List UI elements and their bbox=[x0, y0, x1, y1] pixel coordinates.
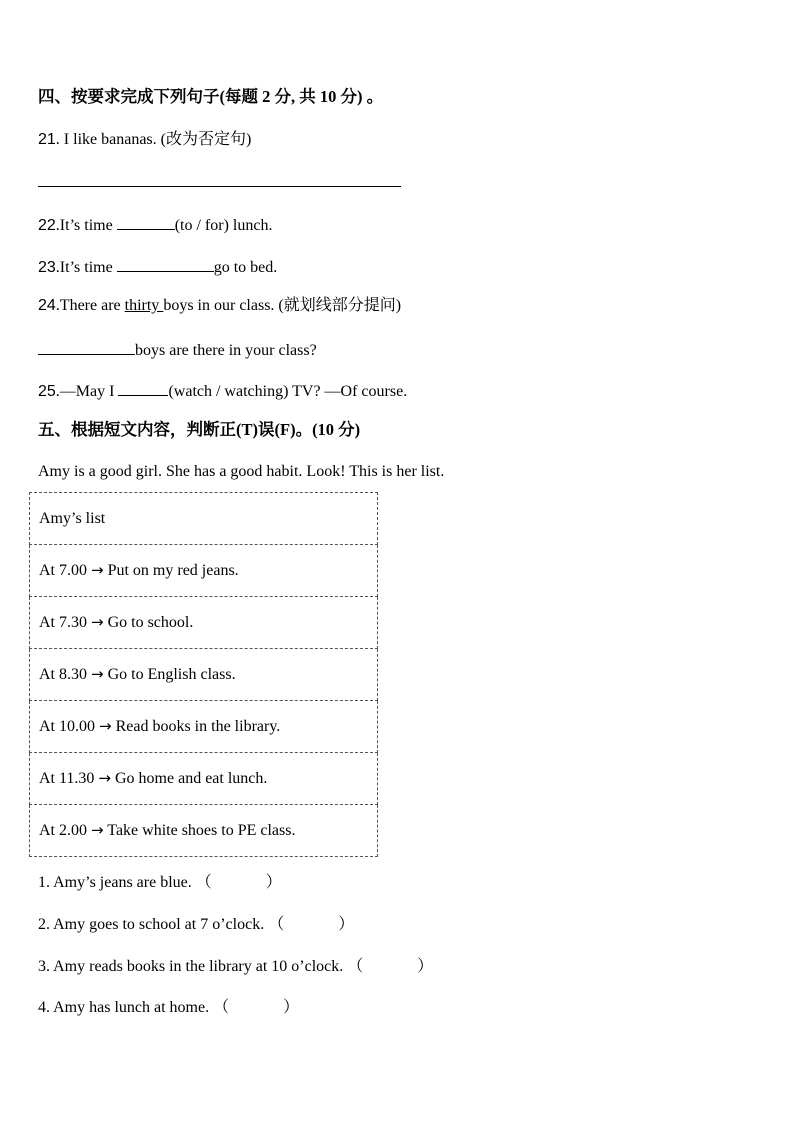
question-number: 23 bbox=[38, 259, 56, 276]
arrow-right-icon: → bbox=[99, 717, 112, 735]
list-item-task: Read books in the library. bbox=[111, 718, 281, 735]
answer-paren-open: （ bbox=[213, 999, 230, 1016]
arrow-right-icon: → bbox=[91, 821, 104, 839]
list-item bbox=[30, 805, 378, 857]
question-21 bbox=[38, 130, 251, 150]
list-item-task: Go to English class. bbox=[103, 666, 236, 683]
list-item bbox=[30, 545, 378, 597]
list-item-time: At 8.30 bbox=[39, 666, 91, 683]
answer-paren-open: （ bbox=[347, 958, 364, 975]
question-text-after: (watch / watching) TV? —Of course. bbox=[168, 383, 408, 400]
answer-blank-22[interactable] bbox=[117, 213, 175, 230]
passage-intro: Amy is a good girl. She has a good habit. Look! This is her list. bbox=[38, 463, 445, 480]
answer-paren-close: ） bbox=[265, 874, 282, 891]
answer-paren-close: ） bbox=[338, 916, 355, 933]
table-row bbox=[30, 493, 378, 545]
arrow-right-icon: → bbox=[91, 613, 104, 631]
answer-blank-24[interactable] bbox=[38, 338, 135, 355]
question-number: 24 bbox=[38, 297, 56, 314]
question-text-after: (to / for) lunch. bbox=[174, 217, 273, 234]
question-text-after: boys are there in your class? bbox=[135, 342, 317, 359]
table-row bbox=[30, 701, 378, 753]
statement-2 bbox=[38, 915, 354, 935]
list-item bbox=[30, 753, 378, 805]
amy-list-table bbox=[29, 492, 378, 857]
statement-text: 2. Amy goes to school at 7 o’clock. bbox=[38, 916, 269, 933]
list-item-task: Go home and eat lunch. bbox=[110, 770, 268, 787]
answer-paren-close: ） bbox=[417, 958, 434, 975]
table-row bbox=[30, 597, 378, 649]
question-text-after: go to bed. bbox=[213, 259, 278, 276]
answer-paren-close: ） bbox=[283, 999, 300, 1016]
question-number: 22 bbox=[38, 217, 56, 234]
list-title: Amy’s list bbox=[30, 493, 378, 545]
section4-heading: 四、按要求完成下列句子(每题 2 分, 共 10 分) 。 bbox=[38, 87, 384, 106]
question-number: 21 bbox=[38, 131, 56, 148]
list-item bbox=[30, 597, 378, 649]
list-item-time: At 10.00 bbox=[39, 718, 99, 735]
answer-paren-open: （ bbox=[195, 874, 212, 891]
list-item bbox=[30, 649, 378, 701]
list-item-time: At 7.00 bbox=[39, 562, 91, 579]
question-22 bbox=[38, 213, 272, 236]
answer-line-21[interactable] bbox=[38, 186, 401, 187]
statement-3 bbox=[38, 957, 433, 977]
statement-1 bbox=[38, 873, 282, 893]
question-24-answer bbox=[38, 338, 317, 361]
answer-blank-25[interactable] bbox=[118, 379, 168, 396]
statement-4 bbox=[38, 998, 299, 1018]
table-row bbox=[30, 649, 378, 701]
arrow-right-icon: → bbox=[98, 769, 111, 787]
question-25 bbox=[38, 379, 407, 402]
list-item-time: At 11.30 bbox=[39, 770, 99, 787]
list-item-task: Take white shoes to PE class. bbox=[103, 822, 296, 839]
question-24 bbox=[38, 296, 401, 316]
arrow-right-icon: → bbox=[91, 665, 104, 683]
table-row bbox=[30, 753, 378, 805]
list-item-time: At 2.00 bbox=[39, 822, 91, 839]
underlined-word: thirty bbox=[124, 297, 164, 314]
question-text: . I like bananas. (改为否定句) bbox=[55, 131, 252, 148]
list-item-task: Put on my red jeans. bbox=[103, 562, 239, 579]
statement-text: 4. Amy has lunch at home. bbox=[38, 999, 214, 1016]
arrow-right-icon: → bbox=[91, 561, 104, 579]
question-text-before: .It’s time bbox=[55, 217, 117, 234]
question-text-after: boys in our class. (就划线部分提问) bbox=[163, 297, 402, 314]
section5-heading: 五、根据短文内容，判断正(T)误(F)。(10 分) bbox=[38, 420, 361, 439]
question-text-before: .There are bbox=[55, 297, 125, 314]
question-text-before: .—May I bbox=[55, 383, 119, 400]
question-text-before: .It’s time bbox=[55, 259, 117, 276]
table-row bbox=[30, 805, 378, 857]
answer-blank-23[interactable] bbox=[117, 255, 214, 272]
question-number: 25 bbox=[38, 383, 56, 400]
statement-text: 3. Amy reads books in the library at 10 o’clock. bbox=[38, 958, 348, 975]
table-row bbox=[30, 545, 378, 597]
answer-paren-open: （ bbox=[268, 916, 285, 933]
list-item-task: Go to school. bbox=[103, 614, 194, 631]
statement-text: 1. Amy’s jeans are blue. bbox=[38, 874, 196, 891]
question-23 bbox=[38, 255, 277, 278]
list-item bbox=[30, 701, 378, 753]
list-item-time: At 7.30 bbox=[39, 614, 91, 631]
